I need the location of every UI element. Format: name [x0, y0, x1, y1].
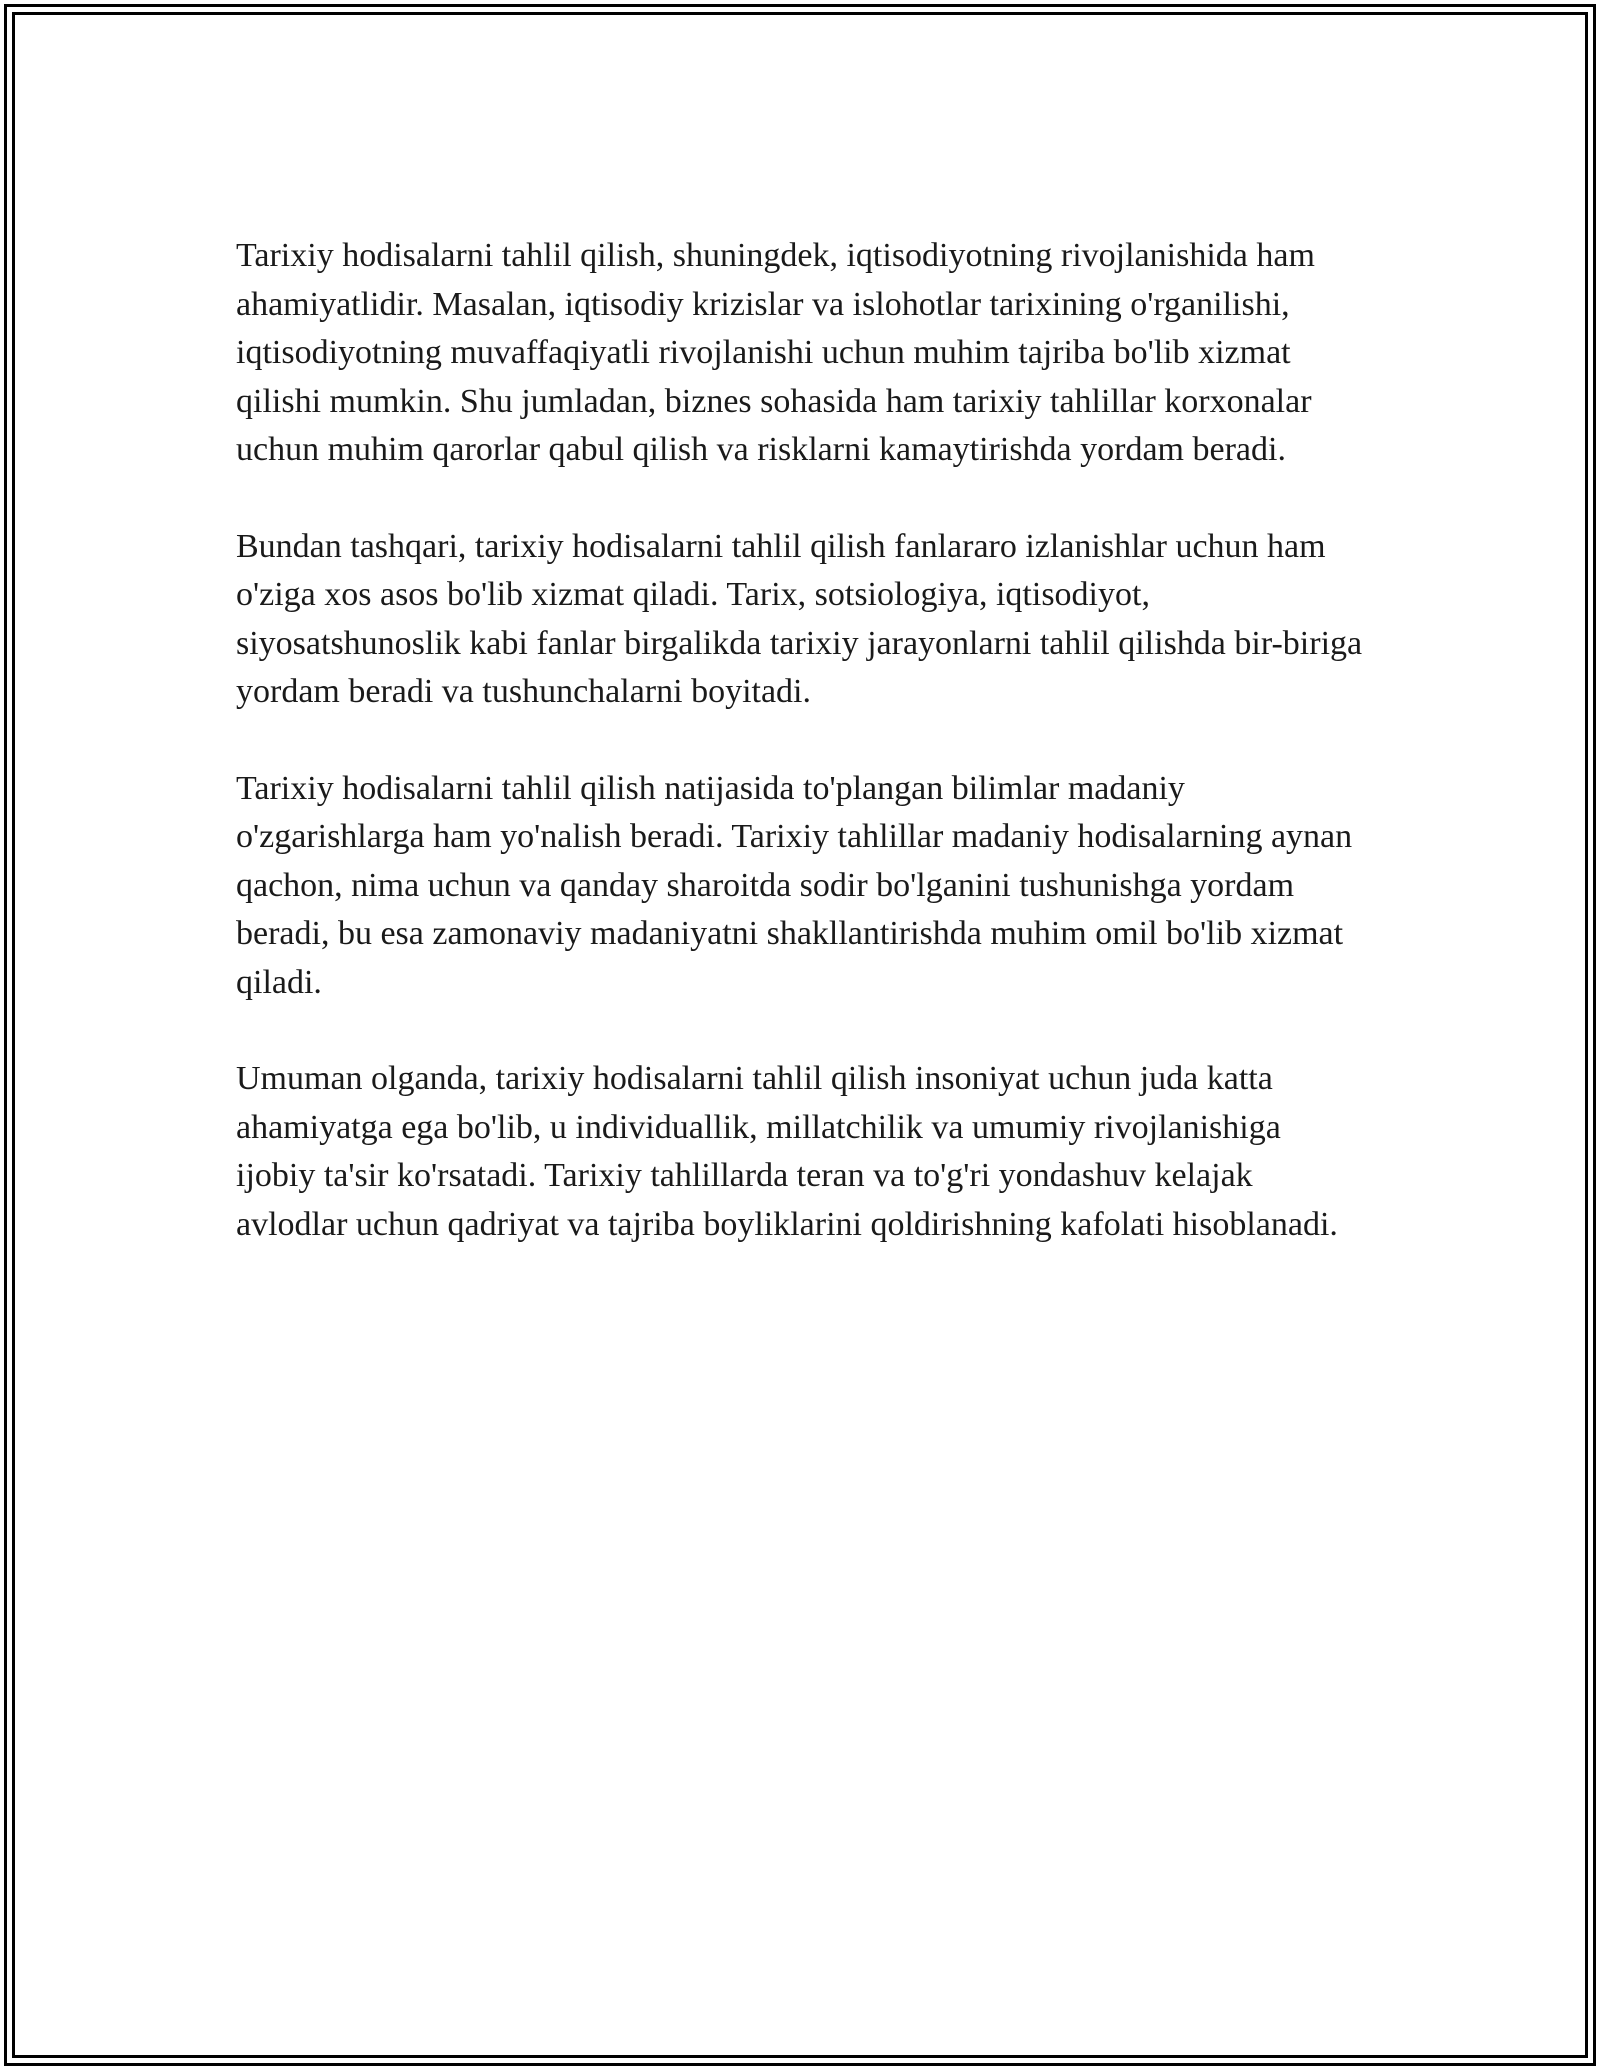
paragraph-3: Tarixiy hodisalarni tahlil qilish natijasida to'plangan bilimlar madaniy o'zgarishlarga ham yo'nalish beradi. Tarixiy tahlillar madaniy hodisalarning aynan qachon, nima uchun va qanday sharoitda sodir bo'lganini tushunishga yordam beradi, bu esa zamonaviy madaniyatni shakllantirishda muhim omil bo'lib xizmat qiladi. [236, 769, 1353, 1001]
document-body [236, 232, 1366, 1297]
paragraph-2: Bundan tashqari, tarixiy hodisalarni tahlil qilish fanlararo izlanishlar uchun ham o'ziga xos asos bo'lib xizmat qiladi. Tarix, sotsiologiya, iqtisodiyot, siyosatshunoslik kabi fanlar birgalikda tarixiy jarayonlarni tahlil qilishda bir-biriga yordam beradi va tushunchalarni boyitadi. [236, 527, 1363, 710]
paragraph-4: Umuman olganda, tarixiy hodisalarni tahlil qilish insoniyat uchun juda katta ahamiyatga ega bo'lib, u individuallik, millatchilik va umumiy rivojlanishiga ijobiy ta'sir ko'rsatadi. Tarixiy tahlillarda teran va to'g'ri yondashuv kelajak avlodlar uchun qadriyat va tajriba boyliklarini qoldirishning kafolati hisoblanadi. [236, 1060, 1338, 1243]
paragraph-1: Tarixiy hodisalarni tahlil qilish, shuningdek, iqtisodiyotning rivojlanishida ham ahamiyatlidir. Masalan, iqtisodiy krizislar va islohotlar tarixining o'rganilishi, iqtisodiyotning muvaffaqiyatli rivojlanishi uchun muhim tajriba bo'lib xizmat qilishi mumkin. Shu jumladan, biznes sohasida ham tarixiy tahlillar korxonalar uchun muhim qarorlar qabul qilish va risklarni kamaytirishda yordam beradi. [236, 237, 1315, 468]
